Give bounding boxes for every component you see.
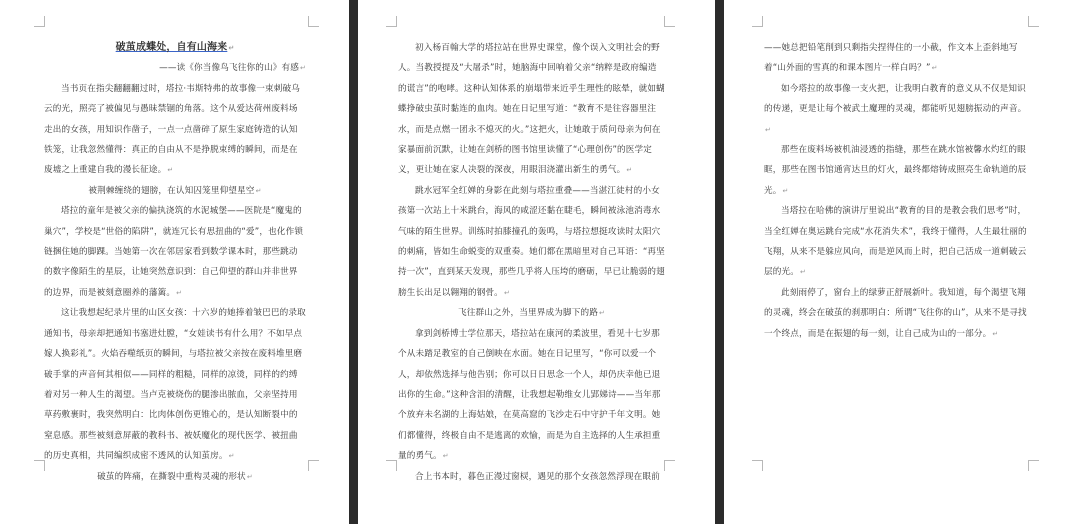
margin-corner bbox=[664, 16, 675, 27]
document-page-2 bbox=[358, 0, 715, 524]
page-text bbox=[764, 38, 1030, 344]
section-heading: 飞往群山之外，当里界成为脚下的路↵ bbox=[458, 308, 605, 319]
margin-corner bbox=[1028, 16, 1039, 27]
body-paragraph: 拿到剑桥博士学位那天，塔拉站在康河的柔波里，看见十七岁那个从未踏足教室的自己倒映在水面。她在日记里写，“你可以爱一个人，却依然选择与他告别；你可以日日思念一个人，却仍庆幸他已退出你的生命。”这种含泪的清醒，让我想起勒维女儿郢娣诗——当年那个放弃未名湖的上海姑娘，在莫高窟的飞沙走石中守护千年文明。她们都懂得，终极自由不是逃离的欢愉，而是为自主选择的人生承担重量的勇气。↵ bbox=[398, 328, 661, 462]
document-page-3 bbox=[724, 0, 1080, 524]
section-heading: 被荆棘缠绕的翅膀，在认知囚笼里仰望星空↵ bbox=[88, 185, 262, 196]
body-paragraph: 跳水冠军全红婵的身影在此刻与塔拉重叠——当湛江徒村的小女孩第一次站上十米跳台，海风的咸涩还黏在睫毛，瞬间被泳池消毒水气味的陌生世界。训练时拍膝撞孔的轰鸣，与塔拉想挺攻读时太阳穴的刺痛，皆如生命蜕变的双重奏。她们都在黑暗里对自己耳语：“再坚持一次”，直到某天发现，那些几乎将人压垮的磨砺，早已让脆弱的翅膀生长出足以翱翔的钢骨。↵ bbox=[398, 185, 665, 298]
body-paragraph: 塔拉的童年是被父亲的偏执浇筑的水泥城堡——医院是“魔鬼的巢穴”，学校是“世俗的陷阱”，就连冗长有思扭曲的“爱”，也化作锁链捆住她的脚踝。当她第一次在邻居家看到数学课本时，那些跳动的数字像陌生的星辰，让她突然意识到：自己仰望的群山并非世界的边界，而是被刻意圈养的藩篱。↵ bbox=[44, 206, 304, 298]
margin-corner bbox=[664, 460, 675, 471]
section-heading: 破茧的阵痛，在撕裂中重构灵魂的形状↵ bbox=[97, 471, 253, 482]
margin-corner bbox=[386, 460, 397, 471]
margin-corner bbox=[34, 16, 45, 27]
body-paragraph: 这让我想起纪录片里的山区女孩：十六岁的她捧着皱巴巴的录取通知书，母亲却把通知书塞进灶膛，“女娃读书有什么用？不如早点嫁人换彩礼”。火焰吞噬纸页的瞬间，与塔拉被父亲按在废料堆里磨破手掌的声音何其相似——同样的粗糙，同样的凉烫，同样的约缚着对另一种人生的渴望。当卢克被烧伤的腿渗出脓血，父亲坚持用草药敷裹时，我突然明白：比肉体创伤更锥心的，是认知断裂中的窒息感。那些被刻意屏蔽的教科书、被妖魔化的现代医学、被扭曲的历史真相，共同编织成密不透风的认知茧房。↵ bbox=[44, 308, 306, 462]
margin-corner bbox=[308, 460, 319, 471]
margin-corner bbox=[752, 460, 763, 471]
margin-corner bbox=[386, 16, 397, 27]
body-paragraph: 当书页在指尖翻翻翻过时，塔拉·韦斯特弗的故事像一束刺破乌云的光，照亮了被偏见与愚昧禁锢的角落。这个从爱达荷州废料场走出的女孩，用知识作凿子，一点一点凿碎了原生家庭铸造的认知铁笼，让我忽然懂得：真正的自由从不是挣脱束缚的瞬间，而是在废墟之上重建自我的漫长征途。↵ bbox=[44, 83, 300, 176]
document-page-1 bbox=[0, 0, 349, 524]
body-paragraph: 此刻雨停了，窗台上的绿萝正舒展新叶。我知道，每个渴望飞翔的灵魂，终会在破茧的刹那明白：所谓“飞往你的山”，从来不是寻找一个终点，而是在振翅的每一刻，让自己成为山的一部分。↵ bbox=[764, 287, 1027, 339]
body-paragraph: 那些在废料场被机油浸透的指缝，那些在跳水馆被馨水灼红的眼眶，那些在图书馆通宵达旦的灯火，最终都熔铸成照亮生命轨道的辰光。↵ bbox=[764, 145, 1027, 196]
margin-corner bbox=[1028, 460, 1039, 471]
body-paragraph: 合上书本时，暮色正漫过窗棂，遇见的那个女孩忽然浮现在眼前 bbox=[415, 471, 660, 482]
page-gap bbox=[349, 0, 358, 524]
body-paragraph: 当塔拉在哈佛的演讲厅里说出“教育的目的是教会我们思考”时，当全红婵在奥运跳台完成“水花消失术”，我终于懂得，人生最壮丽的飞翔，从来不是躲应风向，而是逆风而上时，把自己活成一道刺破云层的光。↵ bbox=[764, 206, 1027, 278]
essay-subtitle: ——读《你当像鸟飞往你的山》有感↵ bbox=[159, 63, 306, 74]
body-paragraph: ——她总把铅笔削到只剩指尖捏得住的一小截，作文本上歪斜地写着“山外面的雪真的和课本图片一样白吗？”↵ bbox=[764, 43, 1018, 74]
margin-corner bbox=[308, 16, 319, 27]
margin-corner bbox=[752, 16, 763, 27]
essay-title: 破茧成蝶处，自有山海来↵ bbox=[115, 42, 235, 53]
body-paragraph: 初入杨百翰大学的塔拉站在世界史课堂，像个误入文明社会的野人。当教授提及“大屠杀”时，她脑海中回响着父亲“纳粹是政府编造的谎言”的咆哮。这种认知体系的崩塌带来近乎生理性的眩晕，就如蝴蝶挣破虫茧时黏连的血肉。她在日记里写道：“教育不是往容器里注水，而是点燃一团永不熄灭的火。”这把火，让她敢于质问母亲为何在家暴面前沉默，让她在剑桥的图书馆里读懂了“心理创伤”的医学定义，更让她在家人决裂的深夜，用眼泪浇灌出新生的勇气。↵ bbox=[398, 43, 665, 176]
page-text bbox=[44, 38, 306, 487]
body-paragraph: 如今塔拉的故事像一支火把，让我明白教育的意义从不仅是知识的传递，更是让每个被武土魔理的灵魂，都能听见翅膀振动的声音。↵ bbox=[764, 83, 1027, 134]
page-gap bbox=[715, 0, 724, 524]
page-text bbox=[398, 38, 665, 487]
